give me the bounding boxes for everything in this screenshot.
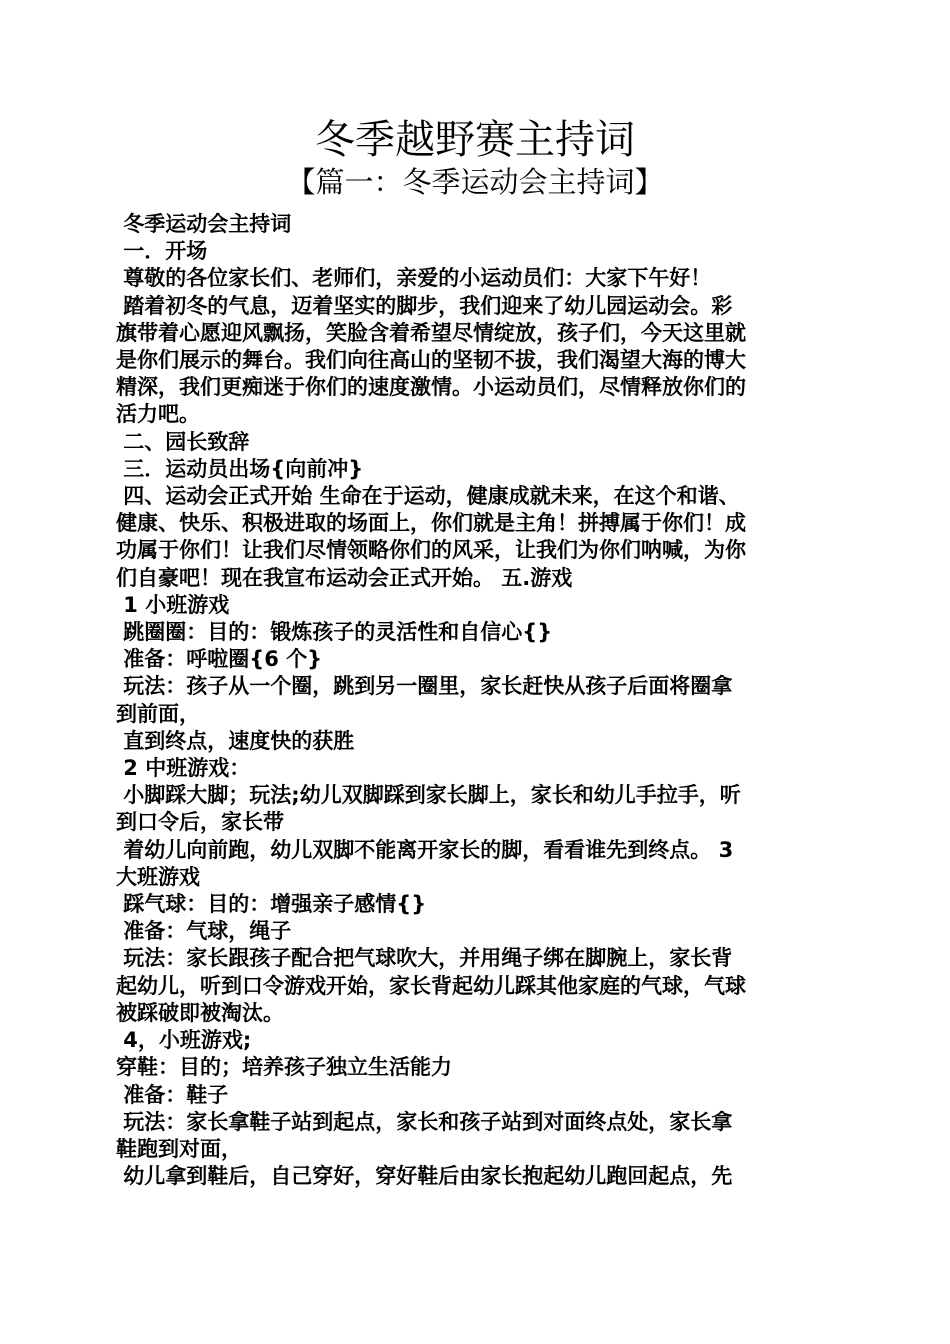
body-line: 2 中班游戏： <box>116 756 251 781</box>
body-line: 跳圈圈：目的：锻炼孩子的灵活性和自信心{} <box>116 620 553 645</box>
body-line: 起幼儿，听到口令游戏开始，家长背起幼儿踩其他家庭的气球，气球 <box>116 973 746 998</box>
body-line: 小脚踩大脚；玩法;幼儿双脚踩到家长脚上，家长和幼儿手拉手，听 <box>116 783 741 808</box>
body-line: 踩气球：目的：增强亲子感情{} <box>116 892 427 917</box>
body-line: 四、运动会正式开始 生命在于运动，健康成就未来，在这个和谐、 <box>116 484 740 509</box>
body-line: 到前面， <box>116 701 200 726</box>
body-line: 到口令后，家长带 <box>116 810 284 835</box>
body-line: 是你们展示的舞台。我们向往高山的坚韧不拔，我们渴望大海的博大 <box>116 348 746 373</box>
body-line: 功属于你们！让我们尽情领略你们的风采，让我们为你们呐喊，为你 <box>116 538 746 563</box>
body-line: 尊敬的各位家长们、老师们，亲爱的小运动员们：大家下午好！ <box>116 266 712 291</box>
body-line: 玩法：孩子从一个圈，跳到另一圈里，家长赶快从孩子后面将圈拿 <box>116 674 733 699</box>
body-line: 冬季运动会主持词 <box>116 212 292 236</box>
body-line: 准备：呼啦圈{6 个} <box>116 647 323 672</box>
body-line: 直到终点，速度快的获胜 <box>116 728 355 753</box>
body-line: 幼儿拿到鞋后，自己穿好，穿好鞋后由家长抱起幼儿跑回起点，先 <box>116 1164 733 1189</box>
body-line: 准备：鞋子 <box>116 1082 229 1107</box>
body-line: 准备：气球，绳子 <box>116 919 292 944</box>
document-body <box>116 211 846 1190</box>
body-line: 精深，我们更痴迷于你们的速度激情。小运动员们，尽情释放你们的 <box>116 375 746 400</box>
body-line: 1 小班游戏 <box>116 592 230 617</box>
body-line: 穿鞋：目的；培养孩子独立生活能力 <box>116 1055 452 1080</box>
document-title: 冬季越野赛主持词 <box>315 117 635 163</box>
body-line: 健康、快乐、积极进取的场面上，你们就是主角！拼搏属于你们！成 <box>116 511 746 536</box>
body-line: 活力吧。 <box>116 402 200 427</box>
body-line: 踏着初冬的气息，迈着坚实的脚步，我们迎来了幼儿园运动会。彩 <box>116 293 733 318</box>
document-subtitle: 【篇一：冬季运动会主持词】 <box>286 165 664 199</box>
body-line: 们自豪吧！现在我宣布运动会正式开始。 五.游戏 <box>116 565 573 590</box>
body-line: 二、园长致辞 <box>116 429 250 454</box>
body-line: 玩法：家长拿鞋子站到起点，家长和孩子站到对面终点处，家长拿 <box>116 1109 733 1134</box>
body-line: 三．运动员出场{向前冲} <box>116 456 364 481</box>
body-line: 旗带着心愿迎风飘扬，笑脸含着希望尽情绽放，孩子们，今天这里就 <box>116 320 746 345</box>
body-line: 4，小班游戏; <box>116 1028 252 1053</box>
body-line: 一．开场 <box>116 239 208 264</box>
body-line: 大班游戏 <box>116 864 200 889</box>
body-line: 着幼儿向前跑，幼儿双脚不能离开家长的脚，看看谁先到终点。 3 <box>116 837 734 862</box>
body-line: 被踩破即被淘汰。 <box>116 1000 284 1025</box>
body-line: 鞋跑到对面， <box>116 1136 242 1161</box>
body-line: 玩法：家长跟孩子配合把气球吹大，并用绳子绑在脚腕上，家长背 <box>116 946 733 971</box>
